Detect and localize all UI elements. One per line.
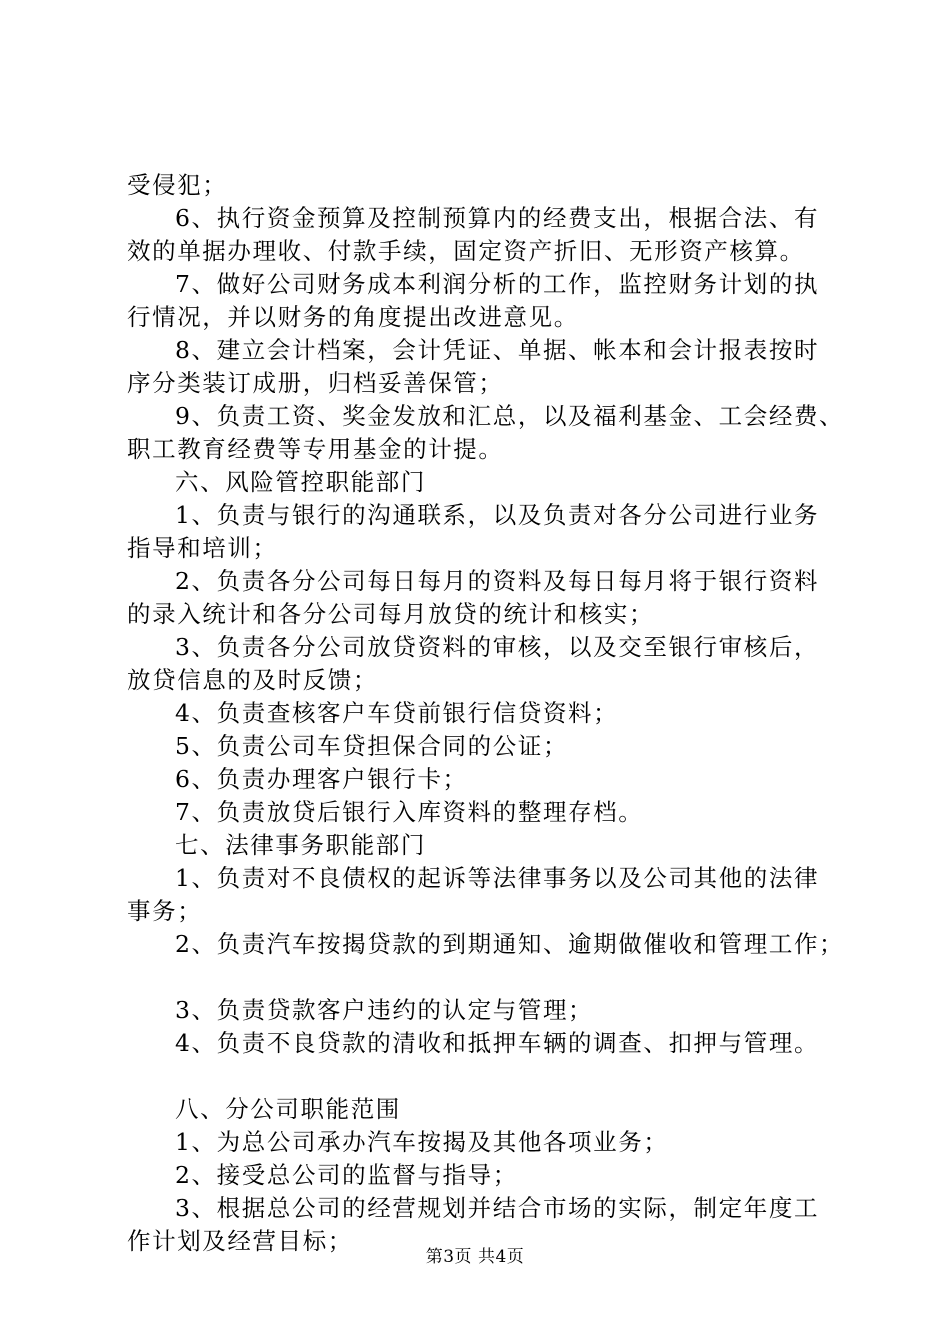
document-body xyxy=(127,169,843,1258)
text-line: 事务； xyxy=(127,897,203,925)
blank-line xyxy=(127,961,843,994)
text-line: 六、风险管控职能部门 xyxy=(175,468,426,496)
text-line: 3、负责贷款客户违约的认定与管理； xyxy=(175,996,594,1024)
text-line: 8、建立会计档案，会计凭证、单据、帐本和会计报表按时 xyxy=(175,336,820,364)
text-line: 行情况，并以财务的角度提出改进意见。 xyxy=(127,303,579,331)
text-line: 1、负责对不良债权的起诉等法律事务以及公司其他的法律 xyxy=(175,864,820,892)
text-line: 2、负责各分公司每日每月的资料及每日每月将于银行资料 xyxy=(175,567,820,595)
text-line: 1、负责与银行的沟通联系，以及负责对各分公司进行业务 xyxy=(175,501,820,529)
text-line: 指导和培训； xyxy=(127,534,278,562)
text-line: 9、负责工资、奖金发放和汇总，以及福利基金、工会经费、 xyxy=(175,402,845,430)
text-line: 2、接受总公司的监督与指导； xyxy=(175,1161,518,1189)
text-line: 作计划及经营目标； xyxy=(127,1227,353,1255)
text-line: 受侵犯； xyxy=(127,171,228,199)
text-line: 2、负责汽车按揭贷款的到期通知、逾期做催收和管理工作； xyxy=(175,930,845,958)
text-line: 职工教育经费等专用基金的计提。 xyxy=(127,435,504,463)
blank-line xyxy=(127,1060,843,1093)
text-line: 7、做好公司财务成本利润分析的工作，监控财务计划的执 xyxy=(175,270,820,298)
text-line: 的录入统计和各分公司每月放贷的统计和核实； xyxy=(127,600,655,628)
text-line: 6、执行资金预算及控制预算内的经费支出，根据合法、有 xyxy=(175,204,820,232)
text-line: 3、负责各分公司放贷资料的审核，以及交至银行审核后， xyxy=(175,633,820,661)
text-line: 3、根据总公司的经营规划并结合市场的实际，制定年度工 xyxy=(175,1194,820,1222)
text-line: 4、负责查核客户车贷前银行信贷资料； xyxy=(175,699,619,727)
text-line: 4、负责不良贷款的清收和抵押车辆的调查、扣押与管理。 xyxy=(175,1029,820,1057)
page-footer: 第3页 共4页 xyxy=(425,1247,525,1267)
text-line: 1、为总公司承办汽车按揭及其他各项业务； xyxy=(175,1128,669,1156)
text-line: 序分类装订成册，归档妥善保管； xyxy=(127,369,504,397)
text-line: 7、负责放贷后银行入库资料的整理存档。 xyxy=(175,798,644,826)
text-line: 放贷信息的及时反馈； xyxy=(127,666,378,694)
text-line: 八、分公司职能范围 xyxy=(175,1095,401,1123)
text-line: 七、法律事务职能部门 xyxy=(175,831,426,859)
text-line: 效的单据办理收、付款手续，固定资产折旧、无形资产核算。 xyxy=(127,237,805,265)
text-line: 5、负责公司车贷担保合同的公证； xyxy=(175,732,569,760)
text-line: 6、负责办理客户银行卡； xyxy=(175,765,468,793)
